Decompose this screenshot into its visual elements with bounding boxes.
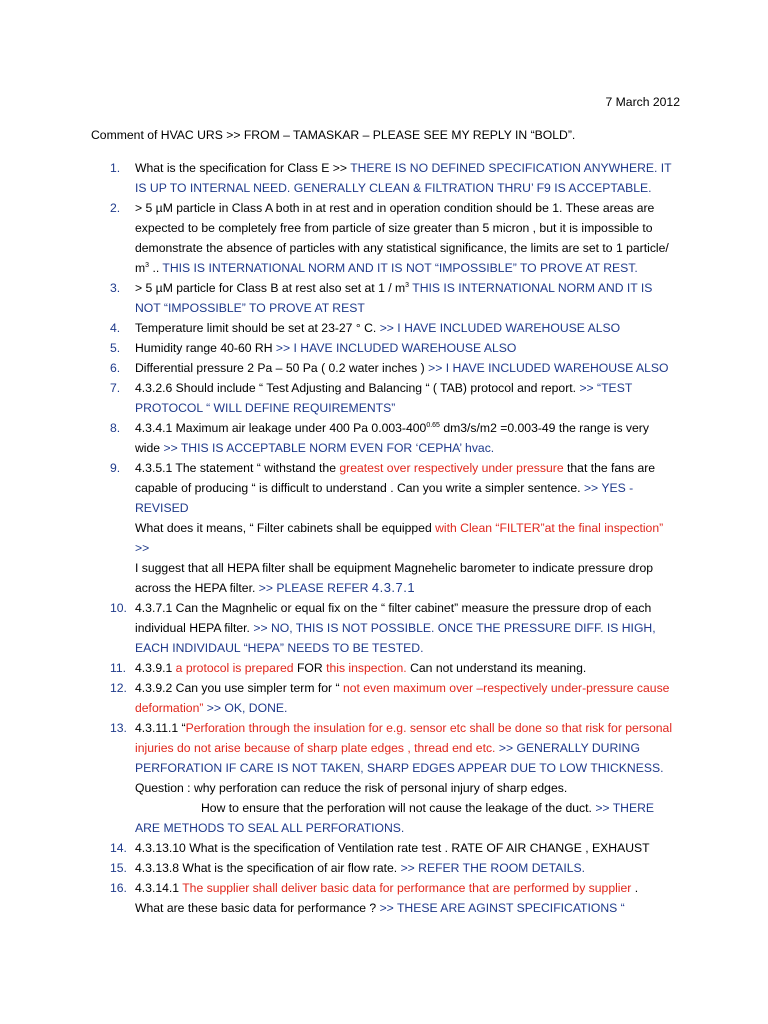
reply-text: >> “TEST PROTOCOL “ WILL DEFINE REQUIREMENTS” (135, 381, 633, 415)
question-text: 4.3.9.2 Can you use simpler term for “ (135, 681, 343, 695)
item-number: 2. (110, 201, 121, 215)
list-item (110, 318, 676, 338)
question-text: Differential pressure 2 Pa – 50 Pa ( 0.2 water inches ) (135, 361, 429, 375)
question-text: > 5 µM particle for Class B at rest also set at 1 / m (135, 281, 406, 295)
item-paragraph (135, 458, 676, 518)
item-paragraph (135, 518, 676, 558)
reply-text: >> THERE (595, 801, 655, 815)
question-text: 4.3.7.1 Can the Magnhelic or equal fix on the “ filter cabinet” measure the pressure drop of each individual HEPA filter. (135, 601, 652, 635)
item-number: 13. (110, 721, 127, 735)
item-paragraph (135, 818, 676, 838)
reply-text: >> I HAVE INCLUDED WAREHOUSE ALSO (275, 341, 517, 355)
question-text: .. (149, 261, 163, 275)
superscript: 3 (145, 261, 150, 269)
question-text: What does it means, “ Filter cabinets shall be equipped (135, 521, 436, 535)
item-paragraph (135, 778, 676, 798)
list-item (110, 198, 676, 278)
question-text: 4.3.4.1 Maximum air leakage under 400 Pa 0.003-400 (135, 421, 427, 435)
reply-text: >> YES - REVISED (135, 481, 634, 515)
list-item (110, 718, 676, 838)
document-date: 7 March 2012 (605, 95, 680, 109)
question-text: > 5 µM particle in Class A both in at rest and in operation condition should be 1. These areas are expected to be completely free from particle of size greater than 5 micron , but it is impossible to demonstrate the absence of particles with any statistical significance, the limits are set to 1 particle/ m (135, 201, 669, 275)
quoted-text: with Clean “FILTER”at the final inspection” (435, 521, 664, 535)
list-item (110, 598, 676, 658)
question-text: What is the specification for Class E >> (135, 161, 351, 175)
reply-text: THIS IS INTERNATIONAL NORM AND IT IS NOT “IMPOSSIBLE” TO PROVE AT REST (135, 281, 653, 315)
question-text: 4.3.13.10 What is the specification of Ventilation rate test . RATE OF AIR CHANGE , EXHAUST (135, 841, 650, 855)
item-number: 12. (110, 681, 127, 695)
list-item (110, 378, 676, 418)
item-number: 4. (110, 321, 121, 335)
reply-text: >> THESE ARE AGINST SPECIFICATIONS “ (379, 901, 625, 915)
quoted-text: this inspection. (326, 661, 407, 675)
question-text: Can not understand its meaning. (406, 661, 587, 675)
item-number: 15. (110, 861, 127, 875)
intro-line: Comment of HVAC URS >> FROM – TAMASKAR – PLEASE SEE MY REPLY IN “BOLD”. (91, 128, 576, 142)
quoted-text: Perforation through the insulation for e.g. sensor etc shall be done so that risk for personal injuries do not arise because of sharp plate edges , thread end etc. (135, 721, 673, 755)
reply-text: THIS IS INTERNATIONAL NORM AND IT IS NOT “IMPOSSIBLE” TO PROVE AT REST. (162, 261, 638, 275)
item-number: 3. (110, 281, 121, 295)
reply-text: >> (135, 541, 150, 555)
list-item (110, 658, 676, 678)
list-item (110, 678, 676, 718)
list-item (110, 858, 676, 878)
question-text: How to ensure that the perforation will not cause the leakage of the duct. (201, 801, 596, 815)
question-text: Humidity range 40-60 RH (135, 341, 276, 355)
question-text: 4.3.11.1 “ (135, 721, 186, 735)
question-text: 4.3.2.6 Should include “ Test Adjusting and Balancing “ ( TAB) protocol and report. (135, 381, 580, 395)
item-paragraph (135, 718, 676, 778)
question-text: dm3/s/m2 =0.003-49 the range is very wide (135, 421, 649, 455)
reply-text: >> GENERALLY DURING PERFORATION IF CARE IS NOT TAKEN, SHARP EDGES APPEAR DUE TO LOW THICKNESS. (135, 741, 664, 775)
reply-text: >> REFER THE ROOM DETAILS. (400, 861, 585, 875)
item-number: 8. (110, 421, 121, 435)
question-text: 4.3.5.1 The statement “ withstand the (135, 461, 340, 475)
list-item (110, 418, 676, 458)
reply-text: >> THIS IS ACCEPTABLE NORM EVEN FOR ‘CEPHA’ hvac. (163, 441, 495, 455)
question-text: 4.3.9.1 (135, 661, 176, 675)
quoted-text: a protocol is prepared (175, 661, 297, 675)
list-item (110, 358, 676, 378)
reply-text: >> I HAVE INCLUDED WAREHOUSE ALSO (379, 321, 621, 335)
reply-text: >> I HAVE INCLUDED WAREHOUSE ALSO (428, 361, 669, 375)
list-item (110, 458, 676, 598)
list-item (110, 878, 676, 918)
item-number: 1. (110, 161, 121, 175)
item-number: 16. (110, 881, 127, 895)
quoted-text: not even maximum over –respectively under-pressure cause deformation” (135, 681, 670, 715)
item-paragraph (135, 558, 676, 598)
item-number: 14. (110, 841, 127, 855)
question-text: What are these basic data for performance ? (135, 901, 380, 915)
reply-text: THERE IS NO DEFINED SPECIFICATION ANYWHERE. IT IS UP TO INTERNAL NEED. GENERALLY CLEAN & FILTRATION THRU’ F9 IS ACCEPTABLE. (135, 161, 672, 195)
reply-text: >> OK, DONE. (203, 701, 288, 715)
item-paragraph (135, 898, 676, 918)
question-text: 4.3.13.8 What is the specification of air flow rate. (135, 861, 401, 875)
list-item (110, 838, 676, 858)
list-item (110, 278, 676, 318)
quoted-text: The supplier shall deliver basic data for performance that are performed by supplier (182, 881, 632, 895)
question-text: 4.3.14.1 (135, 881, 183, 895)
item-paragraph (135, 878, 676, 898)
reply-text: ARE METHODS TO SEAL ALL PERFORATIONS. (135, 821, 405, 835)
quoted-text: greatest over respectively under pressure (339, 461, 564, 475)
question-text: Question : why perforation can reduce the risk of personal injury of sharp edges. (135, 781, 568, 795)
reply-text: >> PLEASE REFER (258, 581, 372, 595)
item-number: 5. (110, 341, 121, 355)
question-text: FOR (296, 661, 327, 675)
section-reference: 4.3.7.1 (371, 580, 416, 595)
superscript: 3 (405, 281, 410, 289)
item-number: 11. (110, 661, 127, 675)
list-item (110, 338, 676, 358)
comment-list (110, 158, 676, 918)
item-paragraph (135, 798, 676, 818)
question-text: . (631, 881, 639, 895)
reply-text: >> NO, THIS IS NOT POSSIBLE. ONCE THE PRESSURE DIFF. IS HIGH, EACH INDIVIDAUL “HEPA” NEEDS TO BE TESTED. (135, 621, 656, 655)
superscript: 0.65 (426, 421, 440, 429)
item-number: 9. (110, 461, 121, 475)
item-number: 6. (110, 361, 121, 375)
question-text: I suggest that all HEPA filter shall be equipment Magnehelic barometer to indicate pressure drop across the HEPA filter. (135, 561, 654, 595)
question-text: that the fans are capable of producing “ is difficult to understand . Can you write a simpler sentence. (135, 461, 656, 495)
item-number: 10. (110, 601, 127, 615)
item-number: 7. (110, 381, 121, 395)
question-text: Temperature limit should be set at 23-27 ° C. (135, 321, 380, 335)
list-item (110, 158, 676, 198)
